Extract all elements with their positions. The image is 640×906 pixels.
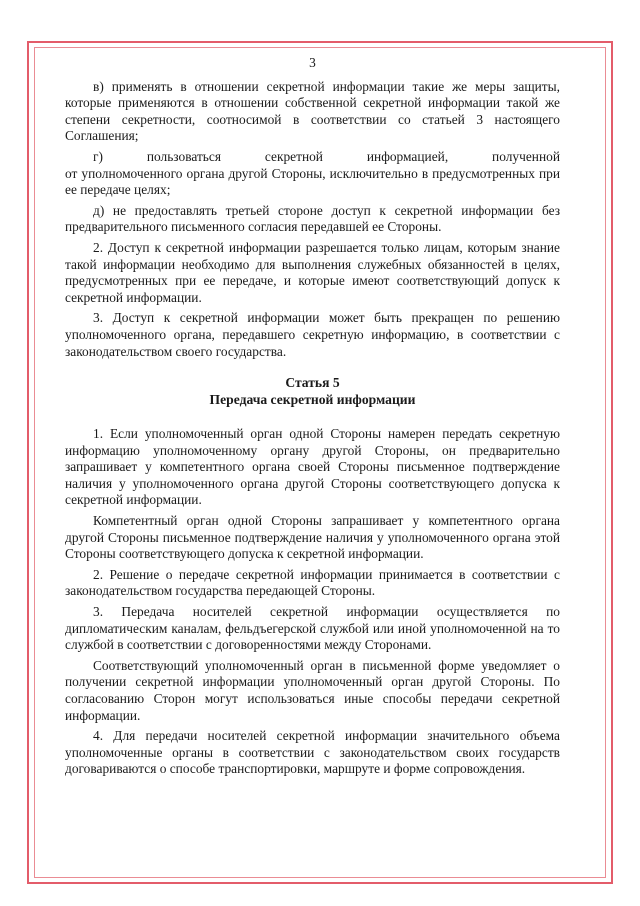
- article-paragraph-4: 4. Для передачи носителей секретной информации значительного объема уполномоченные органы в соответствии с законодательством своих государств договариваются о способе транспортировки, маршруте и форме сопровождения.: [65, 728, 560, 777]
- article-title: Передача секретной информации: [209, 392, 416, 408]
- article-paragraph-1b: Компетентный орган одной Стороны запрашивает у компетентного органа другой Стороны письменное подтверждение наличия у уполномоченного органа этой Стороны соответствующего допуска к секретной информации.: [65, 513, 560, 562]
- paragraph-2: 2. Доступ к секретной информации разрешается только лицам, которым знание такой информации необходимо для выполнения служебных обязанностей в целях, предусмотренных при ее передаче, и которые имеют соответствующий допуск к секретной информации.: [65, 239, 560, 305]
- paragraph-3: 3. Доступ к секретной информации может быть прекращен по решению уполномоченного органа, передавшего секретную информацию, в соответствии с законодательством своего государства.: [65, 310, 560, 359]
- paragraph-g-line1: г) пользоваться секретной информацией, полученной: [93, 148, 560, 164]
- article-paragraph-1: 1. Если уполномоченный орган одной Стороны намерен передать секретную информацию уполномоченному органу другой Стороны, он предварительно запрашивает у компетентного органа своей Стороны письменное подтверждение наличия у уполномоченного органа другой Стороны соответствующего допуска к секретной информации.: [65, 426, 560, 508]
- article-paragraph-2: 2. Решение о передаче секретной информации принимается в соответствии с законодательством государства передающей Стороны.: [65, 566, 560, 599]
- article-paragraph-3b: Соответствующий уполномоченный орган в письменной форме уведомляет о получении секретной информации уполномоченный орган другой Стороны. По согласованию Сторон могут использоваться иные способы передачи секретной информации.: [65, 657, 560, 723]
- article-paragraph-3: 3. Передача носителей секретной информации осуществляется по дипломатическим каналам, фельдъегерской службой или иной уполномоченной на то службой в соответствии с договоренностями между Сторонами.: [65, 604, 560, 653]
- article-number: Статья 5: [285, 375, 340, 391]
- paragraph-g-cont: от уполномоченного органа другой Стороны, исключительно в предусмотренных при ее передаче целях;: [65, 165, 560, 198]
- paragraph-v: в) применять в отношении секретной информации такие же меры защиты, которые применяются в отношении собственной секретной информации такой же степени секретности, соотносимой в соответствии со статьей 3 настоящего Соглашения;: [65, 78, 560, 144]
- page-number: 3: [309, 55, 316, 70]
- paragraph-d: д) не предоставлять третьей стороне доступ к секретной информации без предварительного письменного согласия передавшей ее Стороны.: [65, 202, 560, 235]
- document-body: [65, 55, 560, 782]
